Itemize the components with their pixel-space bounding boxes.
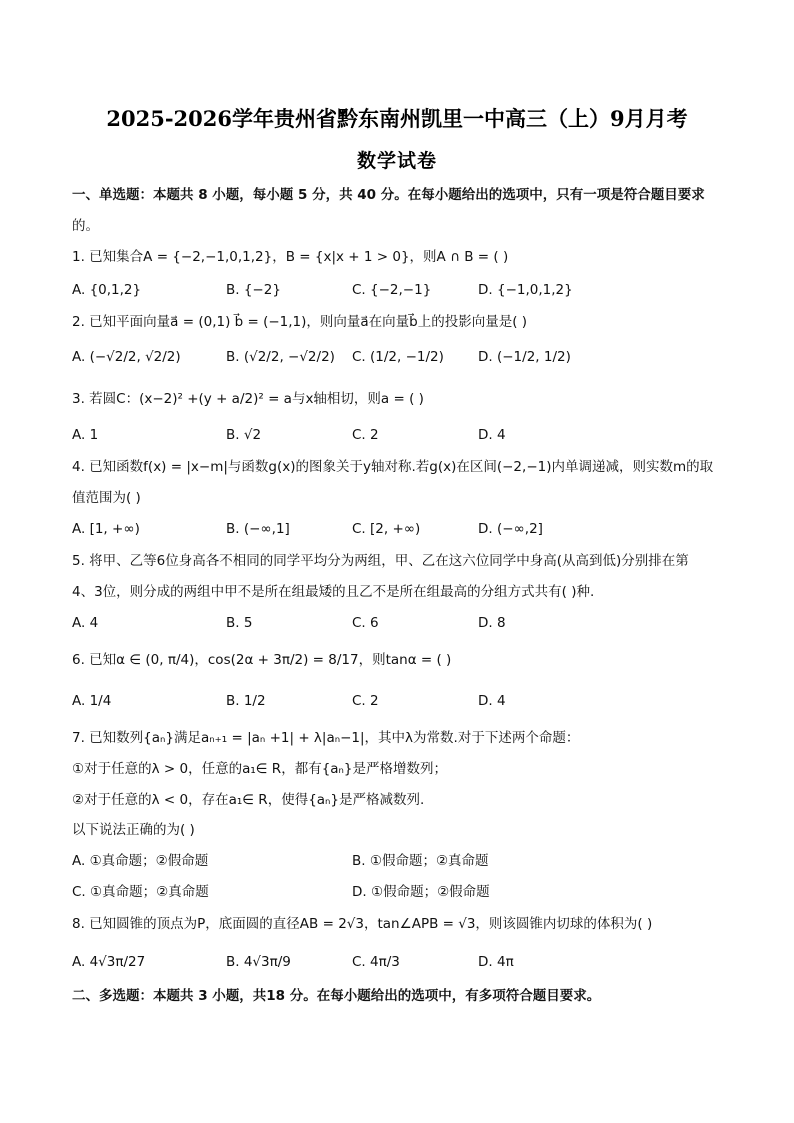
q3-option-a: A. 1 bbox=[72, 427, 99, 443]
q8-option-d: D. 4π bbox=[478, 954, 514, 970]
q5-option-d: D. 8 bbox=[478, 615, 506, 631]
exam-subtitle: 数学试卷 bbox=[356, 150, 437, 172]
q7-option-a: A. ①真命题；②假命题 bbox=[72, 853, 209, 869]
q3-option-c: C. 2 bbox=[352, 427, 379, 443]
q7-option-c: C. ①真命题；②真命题 bbox=[72, 884, 209, 900]
q4-option-d: D. (−∞,2] bbox=[478, 521, 543, 537]
q4-stem: 4. 已知函数f(x) = |x−m|与函数g(x)的图象关于y轴对称.若g(x)在区间(−2,−1)内单调递减，则实数m的取 bbox=[72, 459, 714, 475]
q1-option-b: B. {−2} bbox=[226, 282, 281, 298]
q2-stem: 2. 已知平面向量a⃗ = (0,1) b⃗ = (−1,1)，则向量a⃗在向量b⃗上的投影向量是( ) bbox=[72, 314, 528, 330]
q7-proposition-1: ①对于任意的λ > 0，任意的a₁∈ R，都有{aₙ}是严格增数列； bbox=[72, 761, 448, 777]
section2-heading: 二、多选题：本题共 3 小题，共18 分。在每小题给出的选项中，有多项符合题目要求。 bbox=[72, 988, 601, 1004]
q4-option-b: B. (−∞,1] bbox=[226, 521, 290, 537]
q5-stem: 5. 将甲、乙等6位身高各不相同的同学平均分为两组，甲、乙在这六位同学中身高(从高到低)分别排在第 bbox=[72, 553, 689, 569]
q2-option-c: C. (1/2, −1/2) bbox=[352, 349, 444, 365]
q6-option-d: D. 4 bbox=[478, 693, 506, 709]
q3-stem: 3. 若圆C：(x−2)² +(y + a/2)² = a与x轴相切，则a = ( ) bbox=[72, 391, 424, 407]
q5-stem-cont: 4、3位，则分成的两组中甲不是所在组最矮的且乙不是所在组最高的分组方式共有( )种. bbox=[72, 584, 595, 600]
section1-heading: 一、单选题：本题共 8 小题，每小题 5 分，共 40 分。在每小题给出的选项中，只有一项是符合题目要求 bbox=[72, 187, 705, 203]
q6-option-a: A. 1/4 bbox=[72, 693, 112, 709]
q1-option-a: A. {0,1,2} bbox=[72, 282, 142, 298]
q2-option-b: B. (√2/2, −√2/2) bbox=[226, 349, 335, 365]
q6-option-b: B. 1/2 bbox=[226, 693, 266, 709]
q4-stem-cont: 值范围为( ) bbox=[72, 490, 141, 506]
q5-option-c: C. 6 bbox=[352, 615, 379, 631]
q1-option-c: C. {−2,−1} bbox=[352, 282, 432, 298]
q6-option-c: C. 2 bbox=[352, 693, 379, 709]
q4-option-c: C. [2, +∞) bbox=[352, 521, 421, 537]
q5-option-b: B. 5 bbox=[226, 615, 253, 631]
q3-option-b: B. √2 bbox=[226, 427, 262, 443]
q7-stem: 7. 已知数列{aₙ}满足aₙ₊₁ = |aₙ +1| + λ|aₙ−1|，其中λ为常数.对于下述两个命题： bbox=[72, 730, 580, 746]
q7-option-d: D. ①假命题；②假命题 bbox=[352, 884, 490, 900]
q2-option-a: A. (−√2/2, √2/2) bbox=[72, 349, 181, 365]
q8-option-c: C. 4π/3 bbox=[352, 954, 400, 970]
q5-option-a: A. 4 bbox=[72, 615, 99, 631]
q8-stem: 8. 已知圆锥的顶点为P，底面圆的直径AB = 2√3，tan∠APB = √3，则该圆锥内切球的体积为( ) bbox=[72, 916, 653, 932]
exam-title: 2025-2026学年贵州省黔东南州凯里一中高三（上）9月月考 bbox=[106, 106, 688, 131]
q2-option-d: D. (−1/2, 1/2) bbox=[478, 349, 571, 365]
q7-question: 以下说法正确的为( ) bbox=[72, 822, 195, 838]
q7-proposition-2: ②对于任意的λ < 0，存在a₁∈ R，使得{aₙ}是严格减数列. bbox=[72, 792, 425, 808]
q1-option-d: D. {−1,0,1,2} bbox=[478, 282, 573, 298]
q3-option-d: D. 4 bbox=[478, 427, 506, 443]
q4-option-a: A. [1, +∞) bbox=[72, 521, 140, 537]
q7-option-b: B. ①假命题；②真命题 bbox=[352, 853, 489, 869]
q6-stem: 6. 已知α ∈ (0, π/4)，cos(2α + 3π/2) = 8/17，则tanα = ( ) bbox=[72, 652, 452, 668]
section1-heading-cont: 的。 bbox=[72, 218, 99, 234]
q8-option-b: B. 4√3π/9 bbox=[226, 954, 291, 970]
q1-stem: 1. 已知集合A = {−2,−1,0,1,2}，B = {x|x + 1 > 0}，则A ∩ B = ( ) bbox=[72, 249, 509, 265]
q8-option-a: A. 4√3π/27 bbox=[72, 954, 146, 970]
